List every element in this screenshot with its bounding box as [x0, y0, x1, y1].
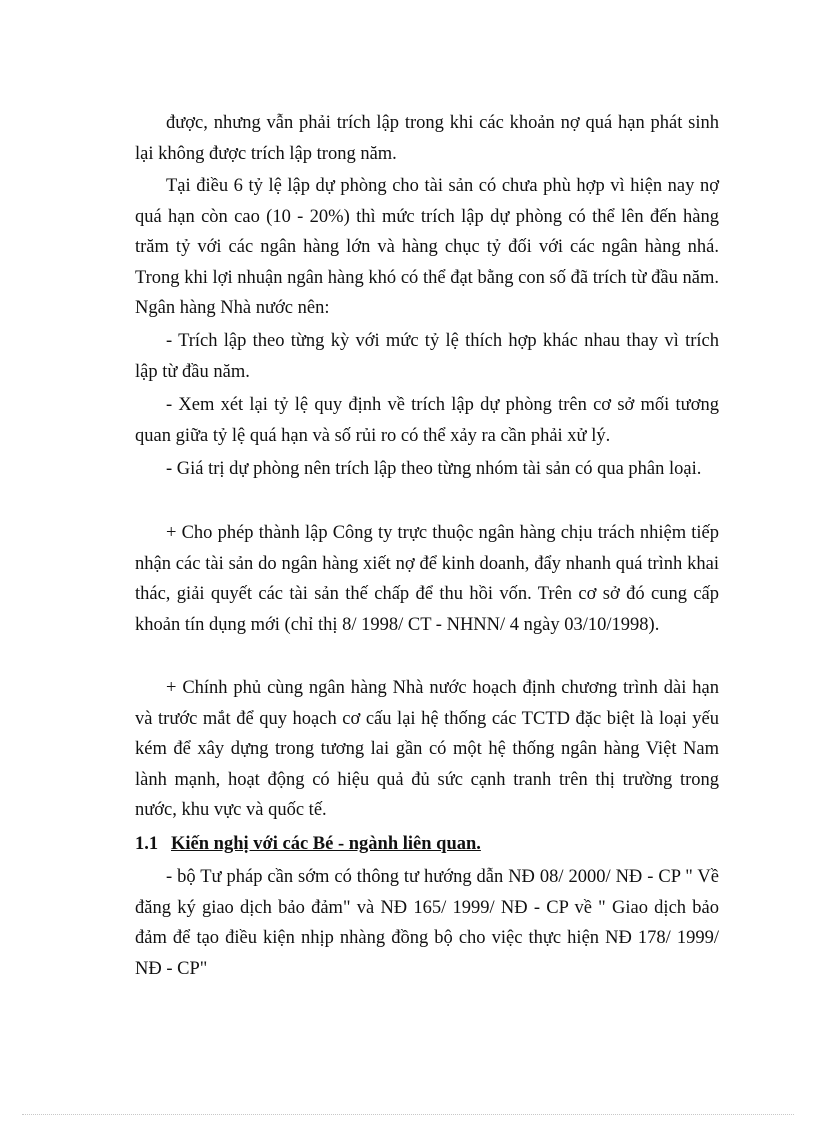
paragraph-article-6: Tại điều 6 tỷ lệ lập dự phòng cho tài sản có chưa phù hợp vì hiện nay nợ quá hạn còn cao (10 - 20%) thì mức trích lập dự phòng có thể lên đến hàng trăm tỷ với các ngân hàng lớn và hàng chục tỷ đối với các ngân hàng nhá. Trong khi lợi nhuận ngân hàng khó có thể đạt bằng con số đã trích từ đầu năm. Ngân hàng Nhà nước nên: [135, 176, 719, 318]
paragraph-plus-government: + Chính phủ cùng ngân hàng Nhà nước hoạch định chương trình dài hạn và trước mắt để quy hoạch cơ cấu lại hệ thống các TCTD đặc biệt là loại yếu kém để xây dựng trong tương lai gần có một hệ thống ngân hàng Việt Nam lành mạnh, hoạt động có hiệu quả đủ sức cạnh tranh trên thị trường trong nước, khu vực và quốc tế. [135, 678, 719, 820]
section-number: 1.1 [135, 834, 159, 854]
paragraph-plus-company: + Cho phép thành lập Công ty trực thuộc ngân hàng chịu trách nhiệm tiếp nhận các tài sản do ngân hàng xiết nợ để kinh doanh, đẩy nhanh quá trình khai thác, giải quyết các tài sản thế chấp để thu hồi vốn. Trên cơ sở đó cung cấp khoản tín dụng mới (chỉ thị 8/ 1998/ CT - NHNN/ 4 ngày 03/10/1998). [135, 523, 719, 635]
paragraph-continuation: được, nhưng vẫn phải trích lập trong khi các khoản nợ quá hạn phát sinh lại không được trích lập trong năm. [135, 113, 719, 164]
section-heading [135, 830, 719, 858]
paragraph-bullet-review: - Xem xét lại tỷ lệ quy định về trích lập dự phòng trên cơ sở mối tương quan giữa tỷ lệ quá hạn và số rủi ro có thể xảy ra cần phải xử lý. [135, 395, 719, 446]
page-bottom-divider [22, 1114, 794, 1115]
paragraph-bullet-value: - Giá trị dự phòng nên trích lập theo từng nhóm tài sản có qua phân loại. [166, 459, 702, 479]
paragraph-bullet-periodic: - Trích lập theo từng kỳ với mức tỷ lệ thích hợp khác nhau thay vì trích lập từ đầu năm. [135, 331, 719, 382]
paragraph-justice-ministry: - bộ Tư pháp cần sớm có thông tư hướng dẫn NĐ 08/ 2000/ NĐ - CP " Về đăng ký giao dịch bảo đảm" và NĐ 165/ 1999/ NĐ - CP về " Giao dịch bảo đảm để tạo điều kiện nhịp nhàng đồng bộ cho việc thực hiện NĐ 178/ 1999/ NĐ - CP" [135, 867, 719, 979]
section-title: Kiến nghị với các Bé - ngành liên quan. [171, 834, 481, 854]
